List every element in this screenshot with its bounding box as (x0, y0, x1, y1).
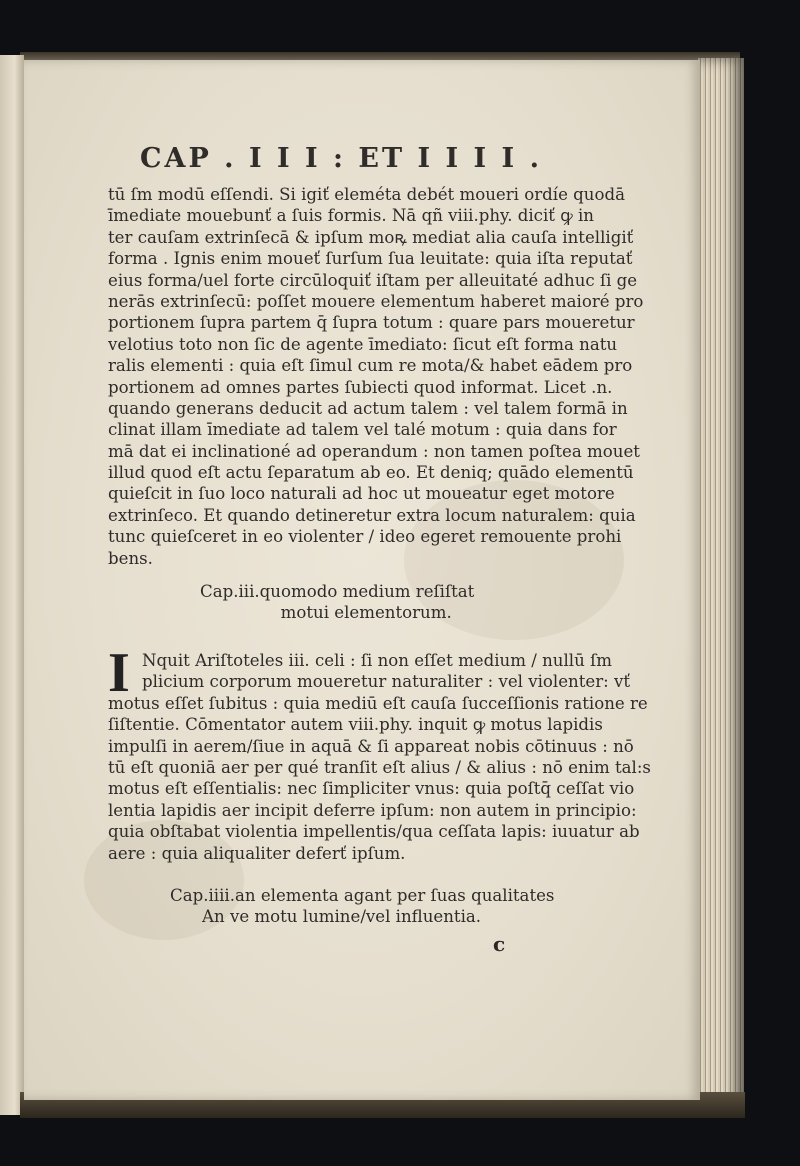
text-line: eius forma/uel forte circūloquiť iſtam per alleuitaté adhuc ſi ge (108, 270, 638, 290)
text-line: quia obſtabat violentia impellentis/qua ceſſata lapis: iuuatur ab (108, 822, 640, 842)
chapter-heading-3 (200, 581, 474, 623)
chapter-heading-4 (170, 885, 554, 927)
text-line: illud quod eſt actu ſeparatum ab eo. Et deniq; quādo elementū (108, 463, 634, 483)
text-line: nerās extrinſecū: poſſet mouere elementum haberet maioré pro (108, 291, 644, 311)
text-line: ter cauſam extrinſecā & ipſum moꝶ mediat alia cauſa intelligiť (108, 227, 634, 247)
text-line: quieſcit in ſuo loco naturali ad hoc ut moueatur eget motore (108, 484, 615, 504)
text-line: ſiſtentie. Cōmentator autem viii.phy. inquit ꝙ motus lapidis (108, 715, 603, 735)
page-stack-edge (698, 58, 744, 1108)
text-line: bens. (108, 548, 153, 568)
text-line: tunc quieſceret in eo violenter / ideo egeret remouente prohi (108, 527, 622, 547)
heading-line: motui elementorum. (280, 603, 452, 622)
heading-line: An ve motu lumine/vel influentia. (202, 907, 482, 926)
paragraph-1 (108, 184, 678, 569)
text-line: quando generans deducit ad actum talem : vel talem formā in (108, 398, 628, 418)
text-line: plicium corporum moueretur naturaliter : vel violenter: vť (142, 672, 631, 692)
text-line: Nquit Ariſtoteles iii. celi : ſi non eſſet medium / nullū ſm (142, 651, 612, 670)
text-line: tū ſm modū eſſendi. Si igiť eleméta debét moueri ordíe quodā (108, 185, 625, 204)
text-line: velotius toto non ſic de agente īmediato: ſicut eſt forma natu (108, 334, 618, 354)
text-line: īmediate mouebunť a ſuis formis. Nā qñ viii.phy. diciť ꝙ in (108, 206, 594, 226)
text-line: ralis elementi : quia eſt ſimul cum re mota/& habet eādem pro (108, 356, 633, 376)
book-left-edge (0, 55, 24, 1115)
text-line: aere : quia aliqualiter deferť ipſum. (108, 843, 406, 863)
paragraph-2 (108, 650, 678, 864)
text-line: tū eſt quoniā aer per qué tranſit eſt alius / & alius : nō enim tal:s (108, 757, 651, 777)
initial-letter: I (108, 642, 130, 704)
text-line: portionem ſupra partem q̄ ſupra totum : quare pars moueretur (108, 313, 635, 333)
signature-mark: c (493, 932, 506, 956)
text-line: clinat illam īmediate ad talem vel talé motum : quia dans for (108, 420, 617, 440)
heading-line: Cap.iiii.an elementa agant per ſuas qualitates (170, 886, 555, 905)
text-line: extrinſeco. Et quando detineretur extra locum naturalem: quia (108, 505, 636, 525)
text-line: impulſi in aerem/ſiue in aquā & ſi appareat nobis cōtinuus : nō (108, 736, 634, 756)
text-line: lentia lapidis aer incipit deferre ipſum: non autem in principio: (108, 800, 637, 820)
heading-line: Cap.iii.quomodo medium reſiſtat (200, 582, 475, 601)
text-line: forma . Ignis enim moueť ſurſum ſua leuitate: quia iſta reputať (108, 249, 633, 269)
text-line: motus eſt eſſentialis: nec ſimpliciter vnus: quia poſtq̄ ceſſat vio (108, 779, 635, 799)
running-head: CAP . I I I : ET I I I I . (140, 143, 542, 174)
text-line: portionem ad omnes partes ſubiecti quod informat. Licet .n. (108, 377, 613, 397)
text-line: mā dat ei inclinationé ad operandum : non tamen poſtea mouet (108, 441, 640, 461)
text-line: motus eſſet ſubitus : quia mediū eſt cauſa ſucceſſionis ratione re (108, 693, 648, 713)
